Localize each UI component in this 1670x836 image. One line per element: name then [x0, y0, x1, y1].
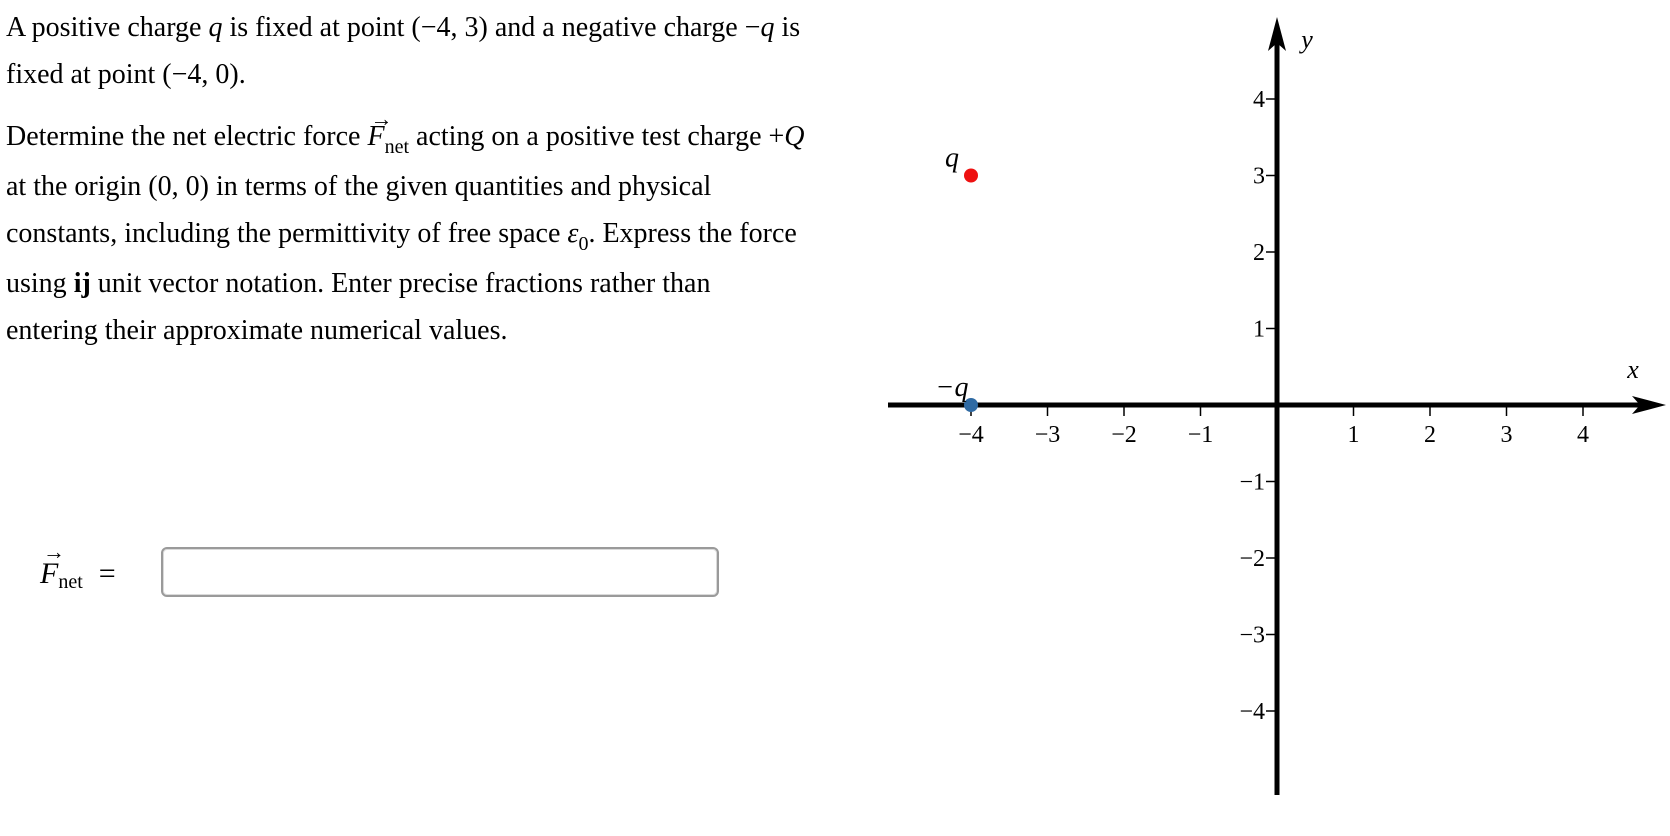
equals-sign: =: [98, 557, 116, 590]
charge-point: [964, 169, 978, 183]
body-text-5: unit vector notation. Enter precise fractions rather than entering their approximate numerical values.: [6, 268, 711, 346]
charge-symbol-neg-q: q: [760, 12, 775, 43]
force-symbol: F: [367, 121, 385, 152]
y-tick-label: −3: [1239, 622, 1265, 649]
axes: [888, 17, 1666, 795]
test-charge-symbol: Q: [784, 121, 805, 152]
y-tick-label: 3: [1253, 163, 1265, 190]
y-tick-label: 4: [1253, 87, 1265, 113]
x-tick-label: −3: [1034, 422, 1061, 448]
epsilon-subscript: 0: [578, 233, 589, 255]
y-axis-label: y: [1301, 25, 1313, 54]
charge-symbol-q: q: [208, 12, 223, 43]
ij-notation: ij: [73, 268, 91, 299]
body-text-1: Determine the net electric force: [6, 121, 368, 152]
intro-text-1: A positive charge: [6, 12, 209, 43]
x-tick-label: −4: [958, 422, 984, 448]
y-tick-label: −2: [1239, 546, 1265, 572]
y-tick-label: −1: [1239, 469, 1265, 496]
x-tick-label: −1: [1187, 422, 1214, 448]
charges: [936, 143, 978, 413]
body-text-3: at the origin (0, 0) in terms of the given quantities and physical constants, including the permittivity of free space: [6, 171, 712, 249]
y-tick-label: 1: [1253, 316, 1265, 343]
x-tick-label: 2: [1424, 422, 1436, 448]
y-tick-label: −4: [1239, 699, 1265, 725]
intro-text-3: is fixed at point (−4, 0).: [6, 12, 801, 90]
vector-arrow-icon: →: [370, 106, 393, 131]
answer-force-symbol: F: [40, 557, 59, 590]
charge-label: q: [945, 142, 959, 174]
x-tick-label: 1: [1347, 422, 1360, 448]
charge-label: −q: [935, 372, 969, 403]
answer-force-subscript: net: [58, 570, 83, 593]
x-tick-label: 3: [1500, 422, 1513, 448]
x-tick-label: 4: [1577, 422, 1589, 448]
x-tick-label: −2: [1111, 422, 1137, 448]
vector-arrow-icon: →: [43, 539, 65, 564]
epsilon-symbol: ε: [567, 218, 579, 249]
force-subscript: net: [384, 136, 410, 158]
intro-text-2: is fixed at point (−4, 3) and a negative charge −: [222, 12, 761, 43]
body-text-2: acting on a positive test charge +: [409, 121, 785, 152]
x-axis-label: x: [1627, 355, 1639, 384]
body-text-4: . Express the force using: [6, 218, 797, 299]
y-tick-label: 2: [1253, 240, 1265, 266]
